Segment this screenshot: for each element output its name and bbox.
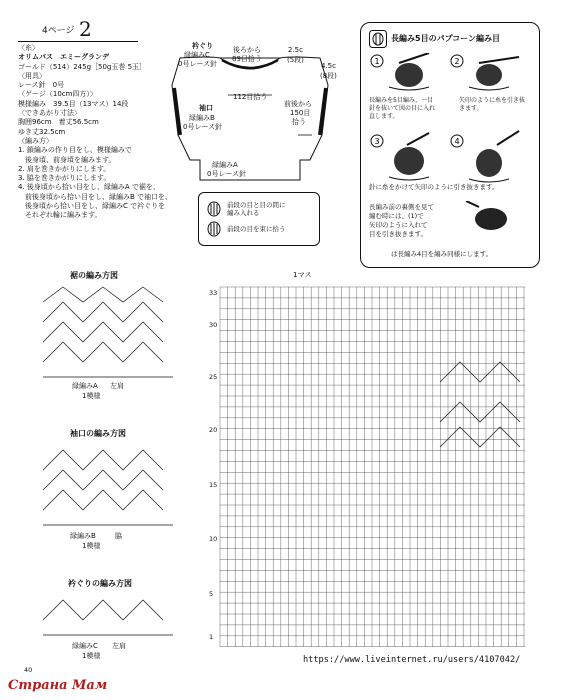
mat-line: 1. 鎖編みの作り目をし、模様編みで (18, 146, 132, 155)
svg-text:2: 2 (454, 57, 460, 66)
hem-repeat-label: 1模様 (82, 392, 101, 400)
watermark: Страна Мам (8, 678, 108, 693)
hem-pos-label: 左肩 (110, 382, 124, 390)
popcorn-instructions (360, 22, 540, 268)
legend-line2: 編み入れる (227, 209, 260, 217)
mat-line: レース針 0号 (18, 81, 65, 90)
header-rule (18, 41, 138, 42)
popcorn-step2-text: 矢印のように糸を引き抜きます。 (459, 97, 526, 112)
sleeve-diagram-title: 袖口の編み方図 (70, 429, 126, 438)
popcorn-step1-text: 長編みを5目編み、一目針を抜いて図の目に入れ直します。 (369, 97, 436, 120)
sleeve-drop-1: 4.5c (321, 62, 336, 70)
page-label: 4ページ (42, 26, 75, 36)
neck-diagram-title: 衿ぐりの編み方図 (68, 579, 132, 588)
row-label: 5 (209, 590, 214, 598)
mat-line: 4. 後身頃から拾い目をし、緑編みA で裾を、 (18, 183, 160, 192)
mat-line: 〈編み方〉 (18, 136, 53, 145)
popcorn-symbol-icon (205, 199, 223, 239)
mat-line: 後身頃から拾い目をし、緑編みC で衿ぐりを (18, 202, 166, 211)
row-label: 20 (209, 426, 218, 434)
front-pickup: 112目拾う (233, 93, 268, 101)
popcorn-note-b: は長編み4目を編み同様にします。 (391, 250, 493, 258)
mat-line: 前後身頃から拾い目をし、縁編みB で袖口を、 (18, 192, 173, 201)
popcorn-note-a1: 長編み前の裏側を見て (369, 203, 434, 211)
source-url[interactable]: https://www.liveinternet.ru/users/4107042/ (303, 655, 521, 665)
mat-line: 模様編み 39.5目（13マス）14段 (18, 99, 129, 108)
sleeve-drop-2: (8段) (320, 72, 337, 80)
row-label: 25 (209, 373, 218, 381)
page-number: 2 (79, 17, 92, 41)
row-label: 30 (209, 321, 218, 329)
popcorn-note-a4: 目を引き抜きます。 (369, 230, 427, 238)
hem-edge: 緑編みA (212, 161, 238, 169)
popcorn-note-a3: 矢印のように入れて (369, 221, 428, 229)
neck-repeat-label: 1模様 (82, 652, 101, 660)
fb-pickup-1: 前後から (284, 100, 312, 108)
legend-line3: 前段の目を束に拾う (227, 225, 286, 233)
materials-block (18, 44, 172, 221)
mat-line: それぞれ輪に編みます。 (18, 211, 102, 220)
sleeve-edge-label: 緑編みB (70, 532, 96, 540)
hem-diagram (38, 282, 178, 382)
row-label: 1 (209, 633, 214, 641)
legend-line1: 前段の目と目の間に (227, 201, 286, 209)
hem-edge-label: 緑編みA (72, 382, 98, 390)
fb-pickup-3: 拾う (292, 118, 306, 126)
main-stitch-chart (205, 282, 535, 662)
hem-diagram-title: 裾の編み方図 (70, 271, 118, 280)
neck-hook: 0号レース針 (178, 60, 218, 68)
back-pickup-2: 89目拾う (232, 55, 262, 63)
sleeve-repeat-label: 1模様 (82, 542, 101, 550)
sleeve-pos-label: 脇 (115, 532, 122, 540)
neck-pos-label: 左肩 (112, 642, 126, 650)
row-label: 33 (209, 289, 218, 297)
popcorn-note-a2: 編む時には、(1)で (369, 212, 424, 220)
row-label: 10 (209, 535, 218, 543)
corner-page-number: 40 (24, 666, 33, 674)
mat-line: 2. 肩を巻きかがりにします。 (18, 164, 111, 173)
neck-diagram (38, 590, 178, 640)
mat-line: 〈できあがり寸法〉 (18, 109, 81, 118)
popcorn-step4-text: 針に糸をかけて矢印のように引き抜きます。 (369, 183, 499, 191)
stitch-legend (198, 192, 320, 246)
svg-text:3: 3 (374, 137, 380, 146)
mat-line: ゆき丈32.5cm (18, 127, 66, 136)
mat-line: 〈用具〉 (18, 71, 46, 80)
mat-line: 胸囲96cm 着丈56.5cm (18, 118, 99, 127)
chart-unit-label: 1マス (293, 271, 312, 279)
row-label: 15 (209, 481, 218, 489)
sleeve-diagram (38, 440, 178, 530)
mat-line: 3. 脇を巻きかがりにします。 (18, 174, 111, 183)
fb-pickup-2: 150目 (290, 109, 311, 117)
shoulder-2: (5段) (287, 56, 304, 64)
mat-line: オリムパス エミーグランデ (18, 53, 109, 62)
sleeve-edge: 緑編みB (189, 114, 215, 122)
back-pickup-1: 後ろから (233, 46, 261, 54)
popcorn-title: 長編み5目のパプコーン編み目 (391, 34, 501, 43)
popcorn-back-illustration (461, 201, 521, 235)
svg-text:4: 4 (454, 137, 460, 146)
sleeve-title: 袖口 (199, 104, 213, 112)
shoulder-1: 2.5c (288, 46, 303, 54)
mat-line: 〈ゲージ（10cm四方）〉 (18, 90, 97, 99)
neck-edge: 緑編みC (184, 51, 210, 59)
popcorn-title-icon (369, 30, 387, 48)
hem-hook: 0号レース針 (207, 170, 247, 178)
sleeve-hook: 0号レース針 (183, 123, 223, 131)
neck-title: 衿ぐり (192, 42, 213, 50)
mat-line: 後身頃、前身頃を編みます。 (18, 155, 116, 164)
mat-line: ゴールド（514）245g［50g玉巻 5玉］ (18, 62, 147, 71)
svg-text:1: 1 (374, 57, 380, 66)
mat-line: 〈糸〉 (18, 44, 39, 52)
neck-edge-label: 緑編みC (72, 642, 98, 650)
